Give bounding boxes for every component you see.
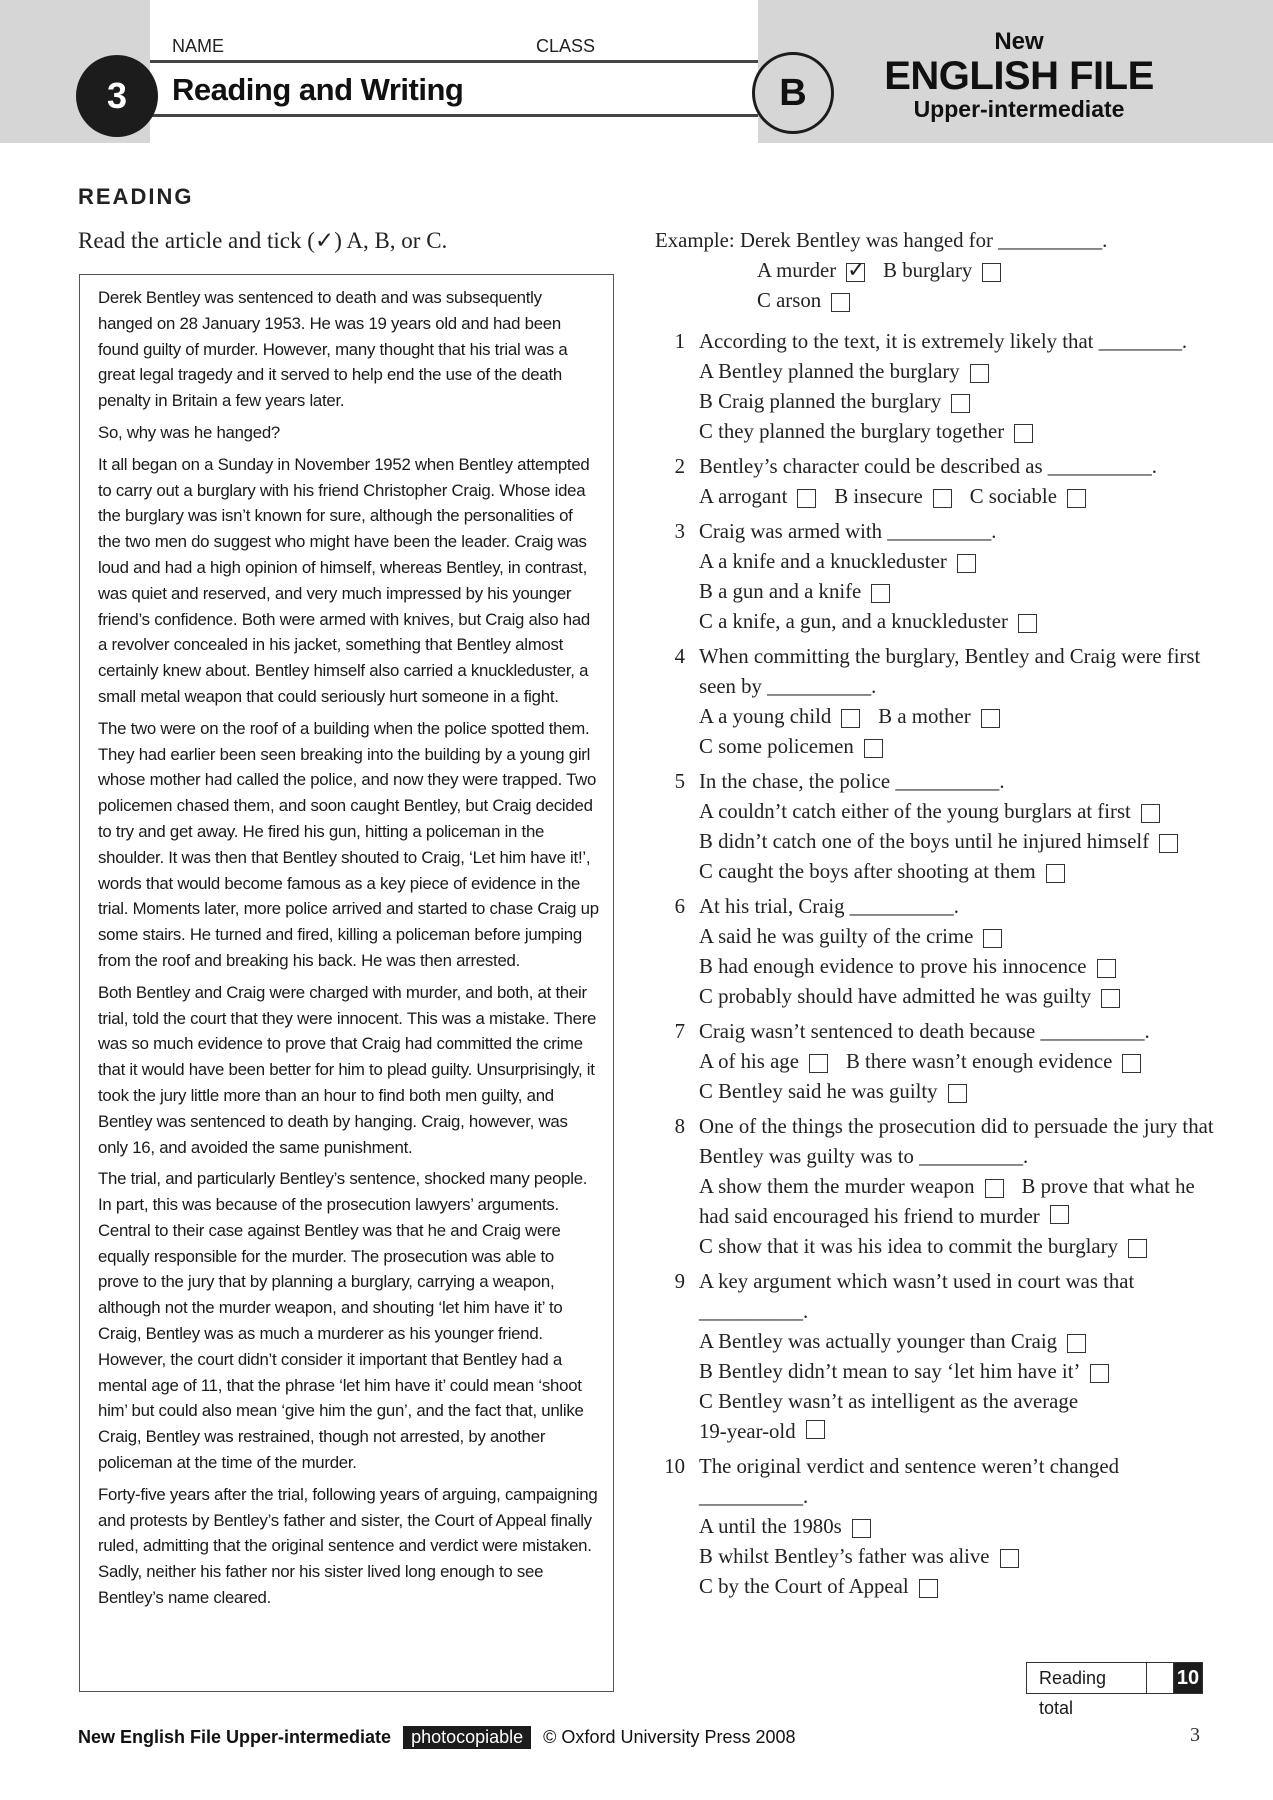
option-text: A show them the murder weapon [699,1175,975,1198]
question-stem: At his trial, Craig __________. [699,895,959,918]
option-c [699,982,1120,1012]
checkbox[interactable] [1101,989,1120,1008]
section-heading: READING [78,184,194,209]
option-text: A a knife and a knuckleduster [699,550,947,573]
question-number: 8 [674,1115,685,1138]
option-b [699,577,890,607]
checkbox[interactable] [806,1420,825,1439]
checkbox[interactable] [809,1054,828,1073]
question-6 [655,892,1215,1012]
option-text: B didn’t catch one of the boys until he injured himself [699,830,1150,853]
checkbox[interactable] [970,364,989,383]
option-a [757,256,865,286]
checkbox[interactable] [1159,834,1178,853]
option-text: C a knife, a gun, and a knuckleduster [699,610,1008,633]
checkbox[interactable] [797,489,816,508]
article-paragraph: The trial, and particularly Bentley’s sentence, shocked many people. In part, this was because of the prosecution lawyers’ arguments. Central to their case against Bentley was that he and Craig were equally responsible for the murder. The prosecution was able to prove to the jury that by planning a burglary, carrying a weapon, although not the murder weapon, and shouting ‘let him have it’ to Craig, Bentley was as much a murderer as his younger friend. However, the court didn’t consider it important that Bentley had a mental age of 11, that the phrase ‘let him have it’ could mean ‘shoot him’ but could also mean ‘give him the gun’, and the fact that, unlike Craig, Bentley was restrained, though not arrested, by another policeman at the time of the murder. [98,1169,588,1473]
question-stem: In the chase, the police __________. [699,770,1005,793]
option-c [699,1232,1147,1262]
option-a [699,1512,871,1542]
option-c [699,857,1065,887]
option-c [699,732,883,762]
option-text: A Bentley was actually younger than Craig [699,1330,1058,1353]
option-text: B insecure [834,485,923,508]
name-line [150,60,758,63]
option-text: B whilst Bentley’s father was alive [699,1545,990,1568]
question-stem: A key argument which wasn’t used in court was that __________. [699,1270,1135,1323]
option-text: C some policemen [699,735,854,758]
version-badge: B [752,52,834,134]
option-text: B Bentley didn’t mean to say ‘let him have it’ [699,1360,1081,1383]
option-text: A couldn’t catch either of the young burglars at first [699,800,1131,823]
score-entry-field[interactable] [1147,1663,1174,1693]
question-number: 2 [674,455,685,478]
option-text: C caught the boys after shooting at them [699,860,1036,883]
option-text: B had enough evidence to prove his innocence [699,955,1087,978]
copyright: © Oxford University Press 2008 [543,1727,796,1747]
option-text: C Bentley said he was guilty [699,1080,938,1103]
example-question [655,226,1215,316]
article-paragraph: So, why was he hanged? [98,422,281,442]
question-2 [655,452,1215,512]
reading-total-box [1026,1662,1203,1718]
page-number: 3 [1190,1724,1200,1746]
option-b [699,387,970,417]
question-stem: Craig wasn’t sentenced to death because __________. [699,1020,1150,1043]
instruction: Read the article and tick (✓) A, B, or C. [78,228,448,253]
checkbox[interactable] [871,584,890,603]
question-1 [655,327,1215,447]
question-number: 3 [674,520,685,543]
checkbox[interactable] [933,489,952,508]
question-number: 1 [674,330,685,353]
option-text: C probably should have admitted he was guilty [699,985,1092,1008]
option-b [699,952,1116,982]
checkbox[interactable] [982,263,1001,282]
option-text: A Bentley planned the burglary [699,360,960,383]
option-b [834,482,951,512]
checkbox[interactable] [919,1579,938,1598]
question-5 [655,767,1215,887]
option-text: B a mother [878,705,971,728]
option-text: A a young child [699,705,832,728]
question-stem: Craig was armed with __________. [699,520,997,543]
option-text: A murder [757,259,837,282]
option-b [699,827,1178,857]
example-label: Example: [655,229,735,252]
question-number: 6 [674,895,685,918]
question-number: 5 [674,770,685,793]
checkbox[interactable] [1128,1239,1147,1258]
option-text: C show that it was his idea to commit the burglary [699,1235,1118,1258]
question-number: 9 [674,1270,685,1293]
checkbox[interactable] [985,1179,1004,1198]
option-b [846,1047,1141,1077]
question-number: 7 [674,1020,685,1043]
checkbox[interactable] [841,709,860,728]
checkbox[interactable] [1122,1054,1141,1073]
option-c [699,1077,967,1107]
question-stem: When committing the burglary, Bentley and Craig were first seen by __________. [699,645,1201,698]
question-stem: Bentley’s character could be described as __________. [699,455,1157,478]
title-underline [150,114,758,117]
checkbox[interactable] [852,1519,871,1538]
option-text: B a gun and a knife [699,580,862,603]
page-footer [78,1726,796,1749]
reading-total-score: 10 [1174,1663,1202,1693]
checkbox[interactable] [1067,489,1086,508]
option-a [699,547,976,577]
article-paragraph: Derek Bentley was sentenced to death and was subsequently hanged on 28 January 1953. He was 19 years old and had been found guilty of murder. However, many thought that his trial was a great legal tragedy and it served to help end the use of the death penalty in Britain a few years later. [98,288,568,411]
question-7 [655,1017,1215,1107]
question-stem: The original verdict and sentence weren’t changed __________. [699,1455,1119,1508]
brand-new: New [994,28,1044,55]
option-a [699,357,989,387]
option-text: C Bentley wasn’t as intelligent as the average 19-year-old [699,1390,1079,1443]
option-b [878,702,999,732]
checkbox-ticked[interactable]: ✓ [847,257,866,283]
page-title: Reading and Writing [172,72,464,107]
question-number: 4 [674,645,685,668]
unit-number-badge: 3 [76,55,158,137]
option-text: B prove that what he had said encouraged his friend to murder [699,1175,1195,1228]
name-label: NAME [172,36,225,56]
reading-total-label: Reading total [1027,1663,1147,1693]
article-paragraph: The two were on the roof of a building when the police spotted them. They had earlier been seen breaking into the building by a young girl whose mother had called the police, and now they were trapped. Two policemen chased them, and soon caught Bentley, but Craig decided to try and get away. He fired his gun, hitting a policeman in the shoulder. It was then that Bentley shouted to Craig, ‘Let him have it!’, words that would become famous as a key piece of evidence in the trial. Moments later, more police arrived and started to chase Craig up some stairs. He turned and fired, killing a policeman before jumping from the roof and breaking his back. He was then arrested. [98,718,599,970]
class-label: CLASS [536,36,596,56]
option-text: A of his age [699,1050,799,1073]
checkbox[interactable] [1046,864,1065,883]
checkbox[interactable] [1090,1364,1109,1383]
photocopiable-badge: photocopiable [403,1726,531,1749]
option-text: C by the Court of Appeal [699,1575,909,1598]
footer-book-title: New English File Upper-intermediate [78,1727,392,1747]
article-paragraph: Both Bentley and Craig were charged with murder, and both, at their trial, told the court that they were innocent. This was a mistake. There was so much evidence to prove that Craig had committed the crime that it would have been better for him to plead guilty. Unsurprisingly, it took the jury little more than an hour to find both men guilty, and Bentley was sentenced to death by hanging. Craig, however, was only 16, and avoided the same punishment. [98,982,597,1157]
question-8 [655,1112,1215,1262]
checkbox[interactable] [1067,1334,1086,1353]
option-a [699,1172,1004,1202]
option-a [699,702,860,732]
option-a [699,1327,1086,1357]
option-c [757,286,850,316]
checkbox[interactable] [1018,614,1037,633]
option-text: A said he was guilty of the crime [699,925,974,948]
option-text: C arson [757,289,822,312]
option-text: A arrogant [699,485,788,508]
option-a [699,922,1002,952]
checkbox[interactable] [948,1084,967,1103]
question-number: 10 [664,1455,685,1478]
option-text: B burglary [883,259,973,282]
option-a [699,1047,828,1077]
option-text: A until the 1980s [699,1515,842,1538]
option-text: B there wasn’t enough evidence [845,1050,1113,1073]
article-paragraph: Forty-five years after the trial, following years of arguing, campaigning and protests by Bentley’s father and sister, the Court of Appeal finally ruled, admitting that the original sentence and verdict were mistaken. Sadly, neither his father nor his sister lived long enough to see Bentley’s name cleared. [98,1484,598,1608]
checkbox[interactable] [1050,1205,1069,1224]
option-text: B Craig planned the burglary [699,390,942,413]
checkbox[interactable] [1097,959,1116,978]
checkbox[interactable] [864,739,883,758]
article-box [79,274,614,1692]
question-4 [655,642,1215,762]
question-list [655,226,1215,1607]
question-stem: One of the things the prosecution did to persuade the jury that Bentley was guilty was to __________. [699,1115,1214,1168]
option-c [699,607,1037,637]
question-3 [655,517,1215,637]
checkbox[interactable] [831,293,850,312]
brand-main: ENGLISH FILE [884,54,1154,98]
option-text: C they planned the burglary together [699,420,1005,443]
question-stem: According to the text, it is extremely likely that ________. [699,330,1188,353]
option-text: C sociable [969,485,1057,508]
article-paragraph: It all began on a Sunday in November 1952 when Bentley attempted to carry out a burglary with his friend Christopher Craig. Whose idea the burglary was isn’t known for sure, although the personalities of the two men do suggest who might have been the leader. Craig was loud and had a high opinion of himself, whereas Bentley, in contrast, was quiet and reserved, and very much impressed by his younger friend’s confidence. Both were armed with knives, but Craig also had a revolver concealed in his jacket, something that Bentley almost certainly knew about. Bentley himself also carried a knuckleduster, a small metal weapon that could seriously hurt someone in a fight. [98,454,590,706]
example-stem: Derek Bentley was hanged for __________. [740,229,1108,252]
checkbox[interactable] [957,554,976,573]
question-10 [655,1452,1215,1602]
option-c [699,1572,938,1602]
checkbox[interactable] [981,709,1000,728]
option-a [699,797,1160,827]
checkbox[interactable] [1000,1549,1019,1568]
question-9 [655,1267,1215,1447]
option-b [699,1357,1109,1387]
checkbox[interactable] [1014,424,1033,443]
option-a [699,482,816,512]
checkbox[interactable] [951,394,970,413]
brand-logo [880,30,1158,121]
option-b [699,1542,1019,1572]
option-b [883,256,1001,286]
option-c [970,482,1086,512]
checkbox[interactable] [983,929,1002,948]
option-c [699,417,1033,447]
checkbox[interactable] [1141,804,1160,823]
brand-level: Upper-intermediate [913,96,1125,122]
option-c [699,1390,1078,1443]
